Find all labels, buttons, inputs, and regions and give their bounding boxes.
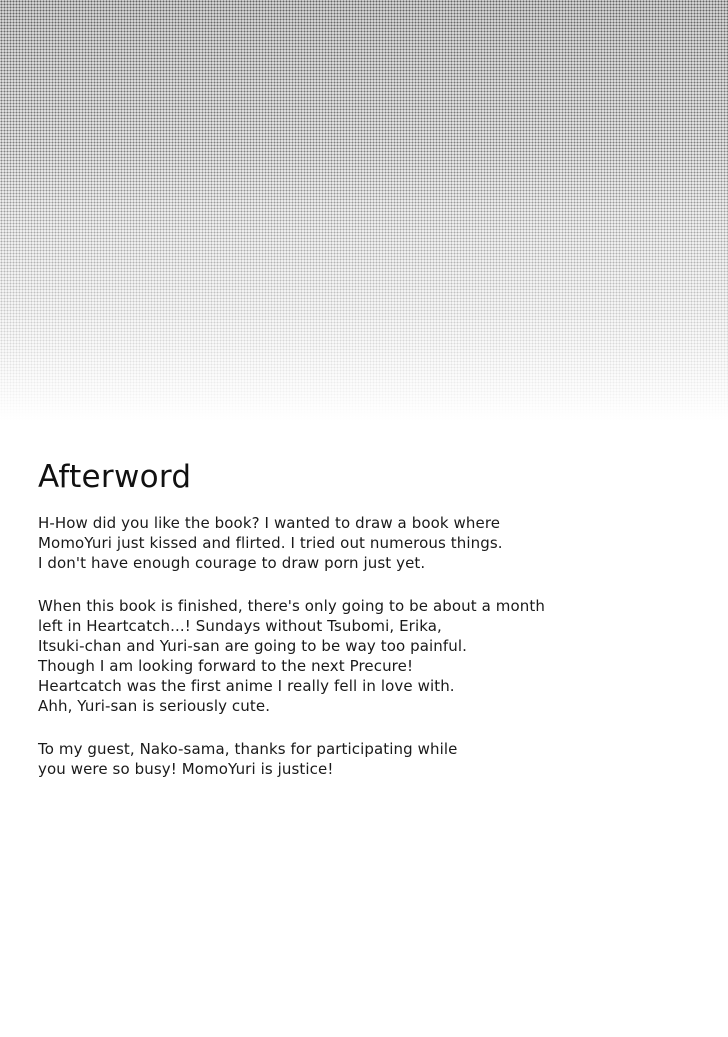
text-line: When this book is finished, there's only going to be about a month [38, 597, 545, 615]
text-line: you were so busy! MomoYuri is justice! [38, 760, 334, 778]
text-line: Itsuki-chan and Yuri-san are going to be way too painful. [38, 637, 468, 655]
halftone-header-background [0, 0, 728, 420]
text-line: To my guest, Nako-sama, thanks for participating while [38, 740, 458, 758]
text-line: I don't have enough courage to draw porn just yet. [38, 554, 426, 572]
text-line: MomoYuri just kissed and flirted. I tried out numerous things. [38, 534, 503, 552]
text-line: H-How did you like the book? I wanted to draw a book where [38, 514, 501, 532]
text-line: Ahh, Yuri-san is seriously cute. [38, 697, 271, 715]
afterword-paragraph-2 [38, 596, 698, 716]
text-line: left in Heartcatch...! Sundays without Tsubomi, Erika, [38, 617, 442, 635]
afterword-title: Afterword [38, 459, 192, 495]
afterword-paragraph-1 [38, 513, 698, 573]
text-line: Though I am looking forward to the next Precure! [38, 657, 414, 675]
text-line: Heartcatch was the first anime I really fell in love with. [38, 677, 455, 695]
afterword-section [38, 455, 698, 779]
afterword-paragraph-3 [38, 739, 698, 779]
